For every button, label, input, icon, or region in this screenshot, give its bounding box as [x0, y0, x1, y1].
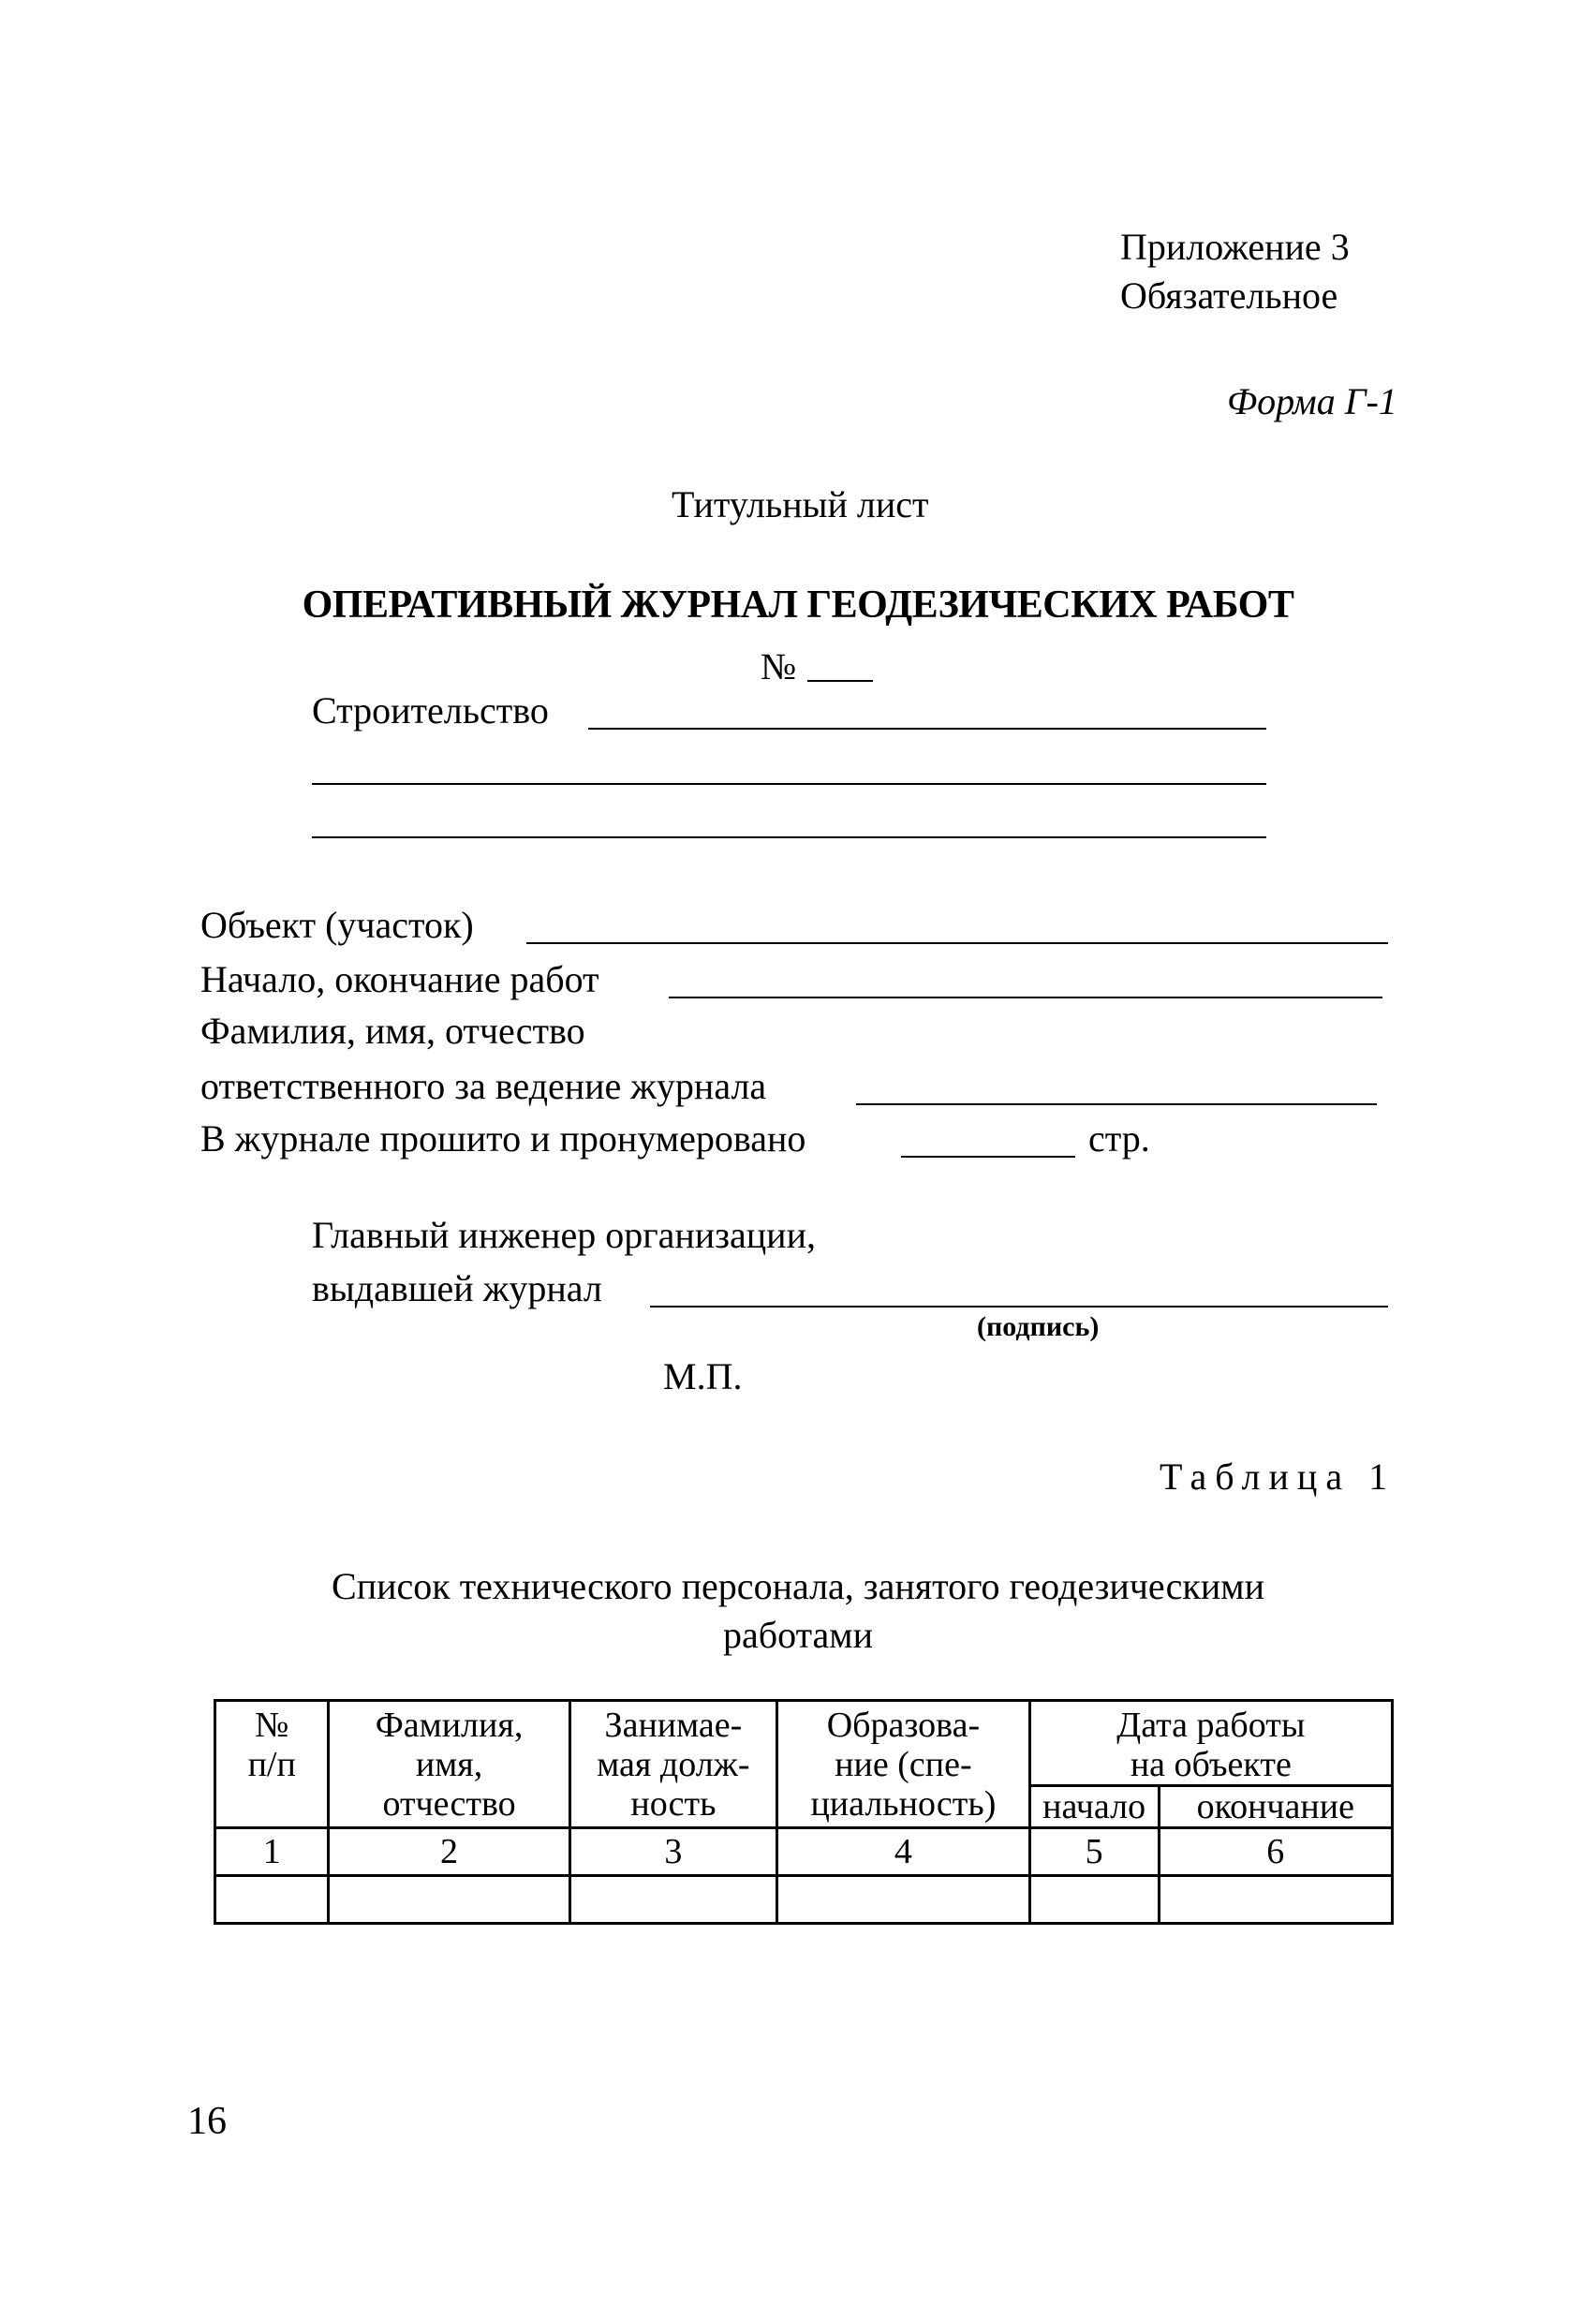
- appendix-header: [1120, 223, 1350, 320]
- stamp-place: М.П.: [663, 1355, 743, 1397]
- signature-blank: [650, 1306, 1388, 1308]
- table-title: [0, 1562, 1596, 1660]
- appendix-number: Приложение 3: [1120, 226, 1350, 268]
- empty-cell: [569, 1876, 776, 1924]
- pages-blank: [901, 1156, 1075, 1158]
- construction-blank-2: [312, 783, 1266, 785]
- table-label: Таблица 1: [1160, 1455, 1396, 1498]
- table-empty-row: [215, 1876, 1393, 1924]
- table-column-numbers-row: [215, 1828, 1393, 1876]
- construction-label: Строительство: [312, 689, 549, 731]
- pages-unit: стр.: [1088, 1117, 1150, 1160]
- form-label: Форма Г-1: [1227, 380, 1397, 422]
- signature-caption: (подпись): [977, 1311, 1100, 1342]
- responsible-label-line2: ответственного за ведение журнала: [200, 1065, 767, 1107]
- start-end-blank: [669, 997, 1382, 998]
- column-number-3: 3: [569, 1828, 776, 1876]
- header-number: № п/п: [215, 1701, 329, 1828]
- column-number-2: 2: [329, 1828, 569, 1876]
- journal-number-label: №: [761, 645, 797, 687]
- journal-number-blank: [807, 680, 873, 682]
- header-work-dates: Дата работы на объекте: [1029, 1701, 1392, 1786]
- column-number-5: 5: [1029, 1828, 1159, 1876]
- header-start: начало: [1029, 1786, 1159, 1828]
- object-blank: [526, 942, 1388, 944]
- header-position: Занимае- мая долж- ность: [569, 1701, 776, 1828]
- chief-engineer-label-line2: выдавшей журнал: [312, 1267, 602, 1309]
- table-header-row: [215, 1701, 1393, 1786]
- start-end-label: Начало, окончание работ: [200, 958, 599, 1000]
- column-number-6: 6: [1159, 1828, 1392, 1876]
- responsible-label-line1: Фамилия, имя, отчество: [200, 1010, 585, 1052]
- construction-blank-3: [312, 836, 1266, 838]
- appendix-status: Обязательное: [1120, 274, 1338, 317]
- empty-cell: [215, 1876, 329, 1924]
- object-label: Объект (участок): [200, 904, 474, 946]
- header-full-name: Фамилия, имя, отчество: [329, 1701, 569, 1828]
- empty-cell: [1159, 1876, 1392, 1924]
- header-end: окончание: [1159, 1786, 1392, 1828]
- column-number-1: 1: [215, 1828, 329, 1876]
- journal-title: ОПЕРАТИВНЫЙ ЖУРНАЛ ГЕОДЕЗИЧЕСКИХ РАБОТ: [302, 584, 1294, 627]
- empty-cell: [1029, 1876, 1159, 1924]
- table-title-text: Список технического персонала, занятого геодезическими работами: [332, 1565, 1264, 1656]
- empty-cell: [777, 1876, 1030, 1924]
- column-number-4: 4: [777, 1828, 1030, 1876]
- pages-label: В журнале прошито и пронумеровано: [200, 1117, 806, 1160]
- empty-cell: [329, 1876, 569, 1924]
- responsible-blank: [856, 1103, 1377, 1105]
- title-sheet-heading: Титульный лист: [672, 483, 929, 525]
- header-education: Образова- ние (спе- циальность): [777, 1701, 1030, 1828]
- chief-engineer-label-line1: Главный инженер организации,: [312, 1214, 816, 1256]
- page-number: 16: [187, 2100, 227, 2143]
- staff-table: [214, 1699, 1394, 1925]
- construction-blank-1: [588, 728, 1266, 730]
